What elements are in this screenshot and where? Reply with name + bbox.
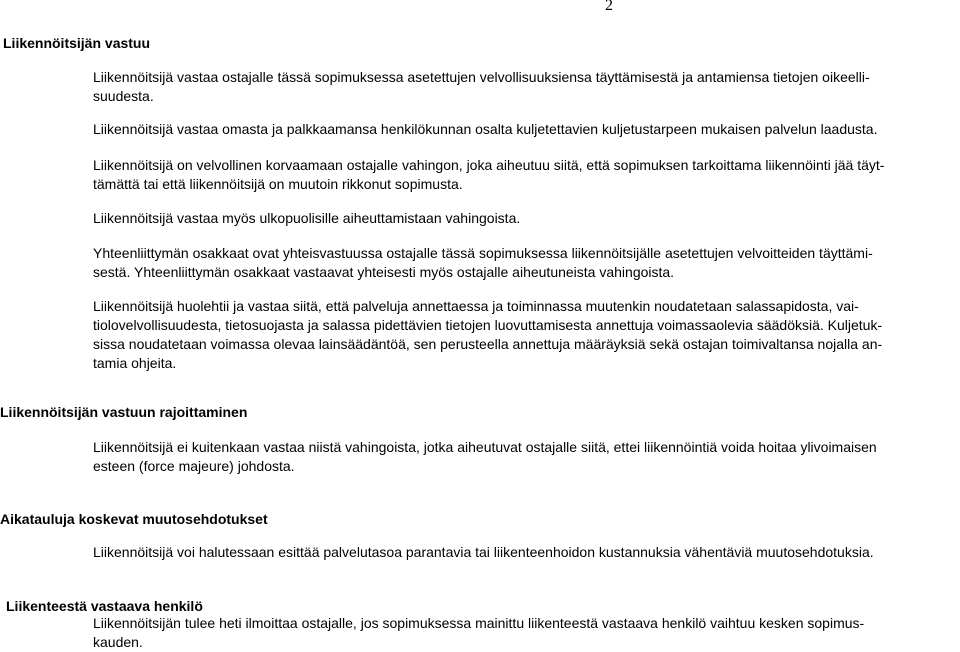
paragraph: [93, 120, 951, 139]
paragraph-line: Liikennöitsijä vastaa myös ulkopuolisille aiheuttamistaan vahingoista.: [93, 210, 521, 226]
section-heading-liikennoitsijan-vastuu: Liikennöitsijän vastuu: [3, 35, 151, 51]
paragraph-line: sissa noudatetaan voimassa olevaa lainsäädäntöä, sen perusteella annettuja määräyksiä sekä ostajan toimivaltansa nojalla an-: [93, 336, 883, 352]
section-heading-vastaava-henkilo: Liikenteestä vastaava henkilö: [6, 598, 203, 614]
paragraph: [93, 209, 951, 228]
paragraph: [93, 156, 951, 194]
paragraph: [93, 614, 951, 652]
paragraph-line: Liikennöitsijä huolehtii ja vastaa siitä, että palveluja annettaessa ja toiminnassa muutenkin noudatetaan salassapidosta, vai-: [93, 298, 859, 314]
paragraph-line: Liikennöitsijä vastaa omasta ja palkkaamansa henkilökunnan osalta kuljetettavien kuljetustarpeen mukaisen palvelun laadusta.: [93, 121, 878, 137]
paragraph-line: Yhteenliittymän osakkaat ovat yhteisvastuussa ostajalle tässä sopimuksessa liikennöitsijälle asetettujen velvoitteiden täyttämi-: [93, 245, 873, 261]
paragraph-line: esteen (force majeure) johdosta.: [93, 458, 295, 474]
paragraph-line: suudesta.: [93, 88, 154, 104]
paragraph-line: tämättä tai että liikennöitsijä on muutoin rikkonut sopimusta.: [93, 176, 463, 192]
paragraph: [93, 297, 951, 373]
paragraph-line: Liikennöitsijä vastaa ostajalle tässä sopimuksessa asetettujen velvollisuuksiensa täyttämisestä ja antamiensa tietojen oikeelli-: [93, 69, 870, 85]
section-heading-aikataulut: Aikatauluja koskevat muutosehdotukset: [0, 511, 268, 527]
paragraph-line: Liikennöitsijä voi halutessaan esittää palvelutasoa parantavia tai liikenteenhoidon kustannuksia vähentäviä muutosehdotuksia.: [93, 544, 874, 560]
paragraph: [93, 68, 951, 106]
paragraph-line: tiolovelvollisuudesta, tietosuojasta ja salassa pidettävien tietojen luovuttamisesta annettuja voimassaolevia säädöksiä. Kuljetuk-: [93, 317, 883, 333]
section-heading-vastuun-rajoittaminen: Liikennöitsijän vastuun rajoittaminen: [0, 404, 248, 420]
paragraph-line: sestä. Yhteenliittymän osakkaat vastaavat yhteisesti myös ostajalle aiheutuneista vahingoista.: [93, 264, 675, 280]
paragraph-line: Liikennöitsijä on velvollinen korvaamaan ostajalle vahingon, joka aiheutuu siitä, että sopimuksen tarkoittama liikennöinti jää täyt-: [93, 157, 885, 173]
paragraph-line: tamia ohjeita.: [93, 355, 177, 371]
paragraph-line: Liikennöitsijän tulee heti ilmoittaa ostajalle, jos sopimuksessa mainittu liikenteestä vastaava henkilö vaihtuu kesken sopimus-: [93, 615, 865, 631]
paragraph-line: Liikennöitsijä ei kuitenkaan vastaa niistä vahingoista, jotka aiheutuvat ostajalle siitä, ettei liikennöintiä voida hoitaa ylivoimaisen: [93, 439, 877, 455]
paragraph: [93, 244, 951, 282]
paragraph-line: kauden.: [93, 634, 143, 650]
paragraph: [93, 438, 951, 476]
page-number: 2: [605, 0, 613, 14]
paragraph: [93, 543, 951, 562]
